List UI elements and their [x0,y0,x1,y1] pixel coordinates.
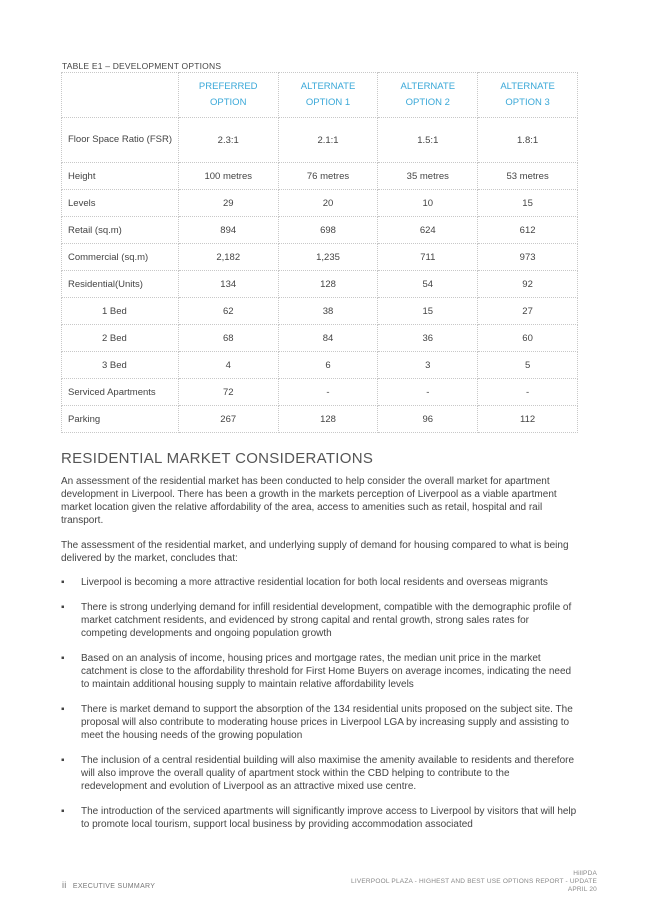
table-row [62,118,578,163]
intro-paragraph: An assessment of the residential market has been conducted to help consider the overall market for apartment development in Liverpool. There has been a growth in the markets perception of Liverpool as a viable apartment market location given the relative affordability of the area, access to amenities such as retail, hospital and rail transport. [61,476,557,526]
table-cell: 60 [478,325,578,352]
header-preferred-option: PREFERRED OPTION [178,73,278,118]
list-item: ▪ The inclusion of a central residential building will also maximise the amenity available to residents and therefore will also improve the overall quality of apartment stock within the CBD helping to contribute to the redevelopment and evolution of Liverpool as an attractive mixed use centre. [61,755,575,792]
row-label: Retail (sq.m) [62,217,179,244]
row-label: 3 Bed [62,352,179,379]
table-cell: 29 [178,190,278,217]
table-cell: 62 [178,298,278,325]
table-caption: TABLE E1 – DEVELOPMENT OPTIONS [62,61,222,71]
bullet-icon: ▪ [61,602,65,613]
table-cell: 27 [478,298,578,325]
table-row [62,244,578,271]
row-label: Parking [62,406,179,433]
table-cell: 5 [478,352,578,379]
table-cell: 2.1:1 [278,118,378,163]
table-cell: 15 [378,298,478,325]
footer-doc-title: LIVERPOOL PLAZA - HIGHEST AND BEST USE OPTIONS REPORT - UPDATE [351,878,597,885]
list-item: ▪ Liverpool is becoming a more attractive residential location for both local residents and overseas migrants [61,577,548,588]
footer-org: HillPDA [573,870,597,877]
list-item: ▪ There is market demand to support the absorption of the 134 residential units proposed on the subject site. The proposal will also contribute to moderating house prices in Liverpool LGA by increasing supply and assisting to meet the housing needs of the growing population [61,704,573,741]
table-cell: 112 [478,406,578,433]
table-cell: 973 [478,244,578,271]
row-label: Floor Space Ratio (FSR) [62,118,179,163]
bullet-icon: ▪ [61,653,65,664]
bullet-icon: ▪ [61,755,65,766]
table-cell: 20 [278,190,378,217]
table-cell: 84 [278,325,378,352]
list-item: ▪ There is strong underlying demand for infill residential development, compatible with the demographic profile of market catchment residents, and evidenced by strong capital and rental growth, strong sales rates for competing developments and ongoing population growth [61,602,572,639]
row-label: 1 Bed [62,298,179,325]
development-options-table [61,72,578,433]
page-number: ii [62,880,67,890]
list-item: ▪ Based on an analysis of income, housing prices and mortgage rates, the median unit price in the market catchment is close to the affordability threshold for First Home Buyers on average incomes, indicating the need to maintain additional housing supply to maintain relative affordability levels [61,653,572,690]
table-cell: 10 [378,190,478,217]
table-cell: 38 [278,298,378,325]
section-heading: RESIDENTIAL MARKET CONSIDERATIONS [61,450,374,467]
table-cell: 76 metres [278,163,378,190]
table-row [62,298,578,325]
table-cell: 2.3:1 [178,118,278,163]
table-cell: 4 [178,352,278,379]
row-label: Residential(Units) [62,271,179,298]
table-cell: - [378,379,478,406]
table-cell: - [478,379,578,406]
bullet-icon: ▪ [61,806,65,817]
footer-date: APRIL 20 [567,886,597,893]
table-cell: 92 [478,271,578,298]
list-item: ▪ The introduction of the serviced apartments will significantly improve access to Liverpool by visitors that will help to promote local tourism, support local business by providing accommodation associated [61,806,577,830]
table-row [62,325,578,352]
table-row [62,163,578,190]
row-label: Serviced Apartments [62,379,179,406]
table-row [62,406,578,433]
row-label: Levels [62,190,179,217]
header-alternate-option-3: ALTERNATE OPTION 3 [478,73,578,118]
row-label: 2 Bed [62,325,179,352]
header-corner [62,73,179,118]
bullet-icon: ▪ [61,704,65,715]
header-alternate-option-2: ALTERNATE OPTION 2 [378,73,478,118]
table-header-row [62,73,578,118]
table-cell: 68 [178,325,278,352]
footer-section [62,880,155,890]
table-cell: 128 [278,406,378,433]
table-cell: 2,182 [178,244,278,271]
table-cell: 3 [378,352,478,379]
table-row [62,190,578,217]
table-cell: 1,235 [278,244,378,271]
footer-section-title: EXECUTIVE SUMMARY [72,883,156,890]
row-label: Height [62,163,179,190]
table-cell: 128 [278,271,378,298]
table-cell: 267 [178,406,278,433]
table-cell: 698 [278,217,378,244]
table-cell: 96 [378,406,478,433]
table-row [62,271,578,298]
bullet-icon: ▪ [61,577,65,588]
assessment-paragraph: The assessment of the residential market, and underlying supply of demand for housing compared to what is being delivered by the market, concludes that: [61,540,569,564]
header-alternate-option-1: ALTERNATE OPTION 1 [278,73,378,118]
table-row [62,217,578,244]
table-cell: 624 [378,217,478,244]
table-cell: 35 metres [378,163,478,190]
table-row [62,379,578,406]
table-cell: 72 [178,379,278,406]
table-cell: 15 [478,190,578,217]
table-cell: 894 [178,217,278,244]
table-cell: 53 metres [478,163,578,190]
table-row [62,352,578,379]
footer-document-info [351,870,597,894]
table-cell: 1.8:1 [478,118,578,163]
table-cell: 6 [278,352,378,379]
table-cell: 100 metres [178,163,278,190]
table-cell: 36 [378,325,478,352]
table-cell: 1.5:1 [378,118,478,163]
table-cell: 134 [178,271,278,298]
row-label: Commercial (sq.m) [62,244,179,271]
table-cell: 54 [378,271,478,298]
conclusions-list [61,576,577,843]
table-cell: 711 [378,244,478,271]
table-cell: - [278,379,378,406]
table-cell: 612 [478,217,578,244]
